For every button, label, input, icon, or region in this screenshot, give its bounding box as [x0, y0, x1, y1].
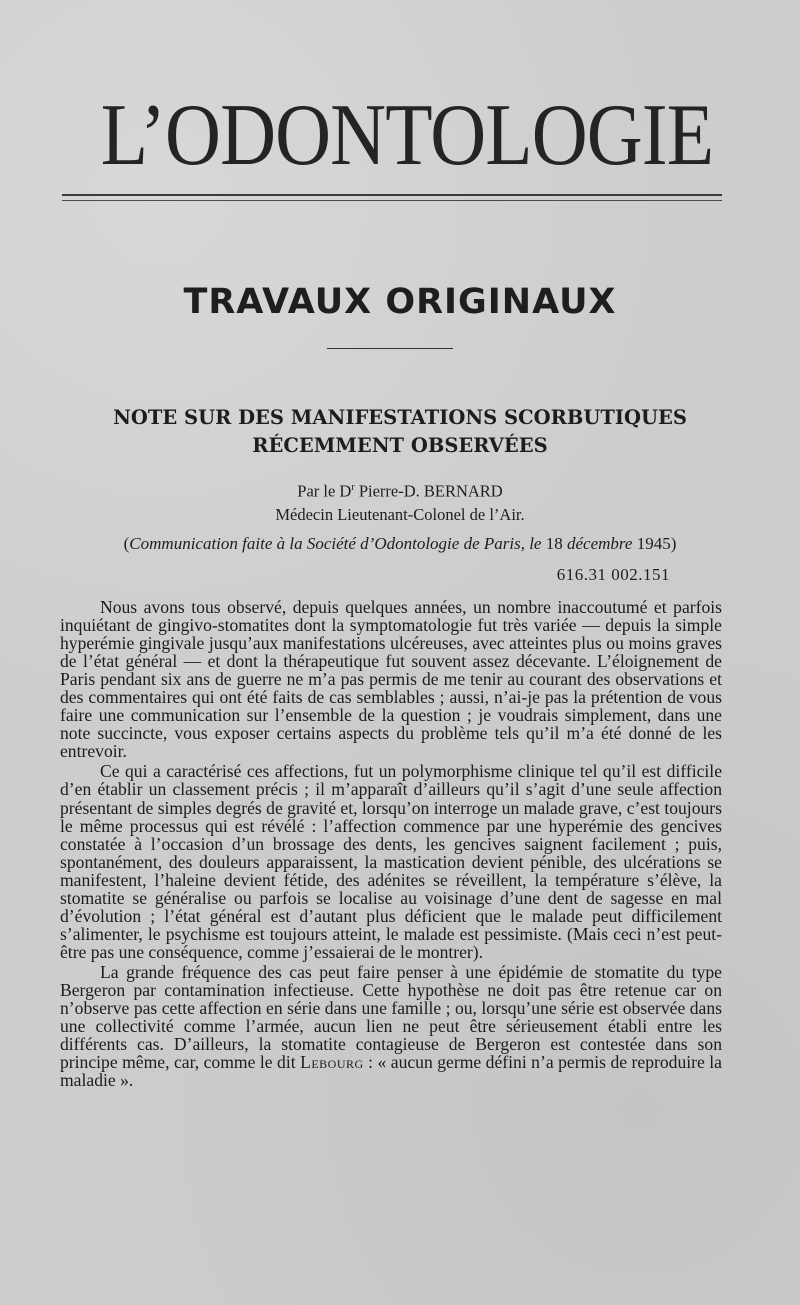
article-title-line1: NOTE SUR DES MANIFESTATIONS SCORBUTIQUES	[113, 406, 687, 429]
article-title-line2: RÉCEMMENT OBSERVÉES	[252, 434, 548, 457]
header-double-rule	[62, 194, 722, 201]
journal-title: L’ODONTOLOGIE	[100, 87, 714, 184]
paragraph-1: Nous avons tous observé, depuis quelques années, un nombre inaccoutumé et parfois inquiétant de gingivo-stomatites dont la symptomatologie fut très variée — depuis la simple hyperémie gingivale jusqu’aux manifestations ulcéreuses, avec atteintes plus ou moins graves de l’état général — et dont la thérapeutique fut souvent assez décevante. L’éloignement de Paris pendant six ans de guerre ne m’a pas permis de me tenir au courant des observations et des commentaires qui ont été faits de cas semblables ; aussi, n’ai-je pas la prétention de vous faire une communication sur l’ensemble de la question ; je voudrais simplement, dans une note succincte, vous exposer certains aspects du problème tels qu’il m’a été donné de les entrevoir.	[60, 597, 722, 762]
section-title: TRAVAUX ORIGINAUX	[183, 282, 617, 322]
cited-author: Lebourg	[300, 1052, 364, 1073]
paragraph-3	[60, 963, 722, 1089]
communication-note	[60, 532, 740, 556]
paragraph-2: Ce qui a caractérisé ces affections, fut un polymorphisme clinique tel qu’il est difficile d’en établir un classement précis ; il m’apparaît d’ailleurs qu’il s’agit d’une seule affection présentant de simples degrés de gravité et, lorsqu’on interroge un malade grave, c’est toujours le même processus qui est révélé : l’affection commence par une hyperémie des gencives constatée à l’occasion d’un brossage des dents, les gencives saignent facilement ; puis, spontanément, des douleurs apparaissent, la mastication devient pénible, des ulcérations se manifestent, l’haleine devient fétide, des adénites se réveillent, la température s’élève, la stomatite se généralise ou parfois se localise au voisinage d’une dent de sagesse en mal d’évolution ; l’état général est d’autant plus déficient que le malade peut difficilement s’alimenter, le psychisme est toujours atteint, le malade est pessimiste. (Mais ceci n’est peut-être pas une conséquence, comme j’essaierai de le montrer).	[60, 761, 722, 962]
paragraph-3-end: : « aucun germe défini n’a permis de reproduire la maladie ».	[60, 1052, 722, 1091]
communication-text: Communication faite à la Société d’Odontologie de Paris, le	[129, 534, 542, 553]
classification-number: 616.31 002.151	[556, 565, 670, 584]
article-title	[60, 404, 740, 460]
communication-day: 18	[541, 534, 567, 553]
author-line	[60, 476, 740, 503]
paragraph-3-text: La grande fréquence des cas peut faire penser à une épidémie de stomatite du type Bergeron par contamination infectieuse. Cette hypothèse ne doit pas être retenue car on n’observe pas cette affection en série dans une famille ; ou, lorsqu’une série est observée dans une collectivité comme l’armée, aucun lien ne peut être sérieusement établi entre les différents cas. D’ailleurs, la stomatite contagieuse de Bergeron est contestée dans son principe même, car, comme le dit	[60, 961, 722, 1073]
author-prefix: Par le D	[297, 481, 352, 501]
communication-year: 1945)	[632, 534, 677, 553]
author-title-sup: r	[351, 482, 355, 493]
article-body	[60, 598, 722, 1089]
section-divider	[327, 348, 453, 349]
communication-month: décembre	[566, 534, 633, 553]
author-role: Médecin Lieutenant-Colonel de l’Air.	[275, 504, 525, 524]
author-block	[60, 476, 740, 526]
author-name: Pierre-D. BERNARD	[354, 481, 503, 501]
communication-paren: (	[123, 534, 130, 553]
